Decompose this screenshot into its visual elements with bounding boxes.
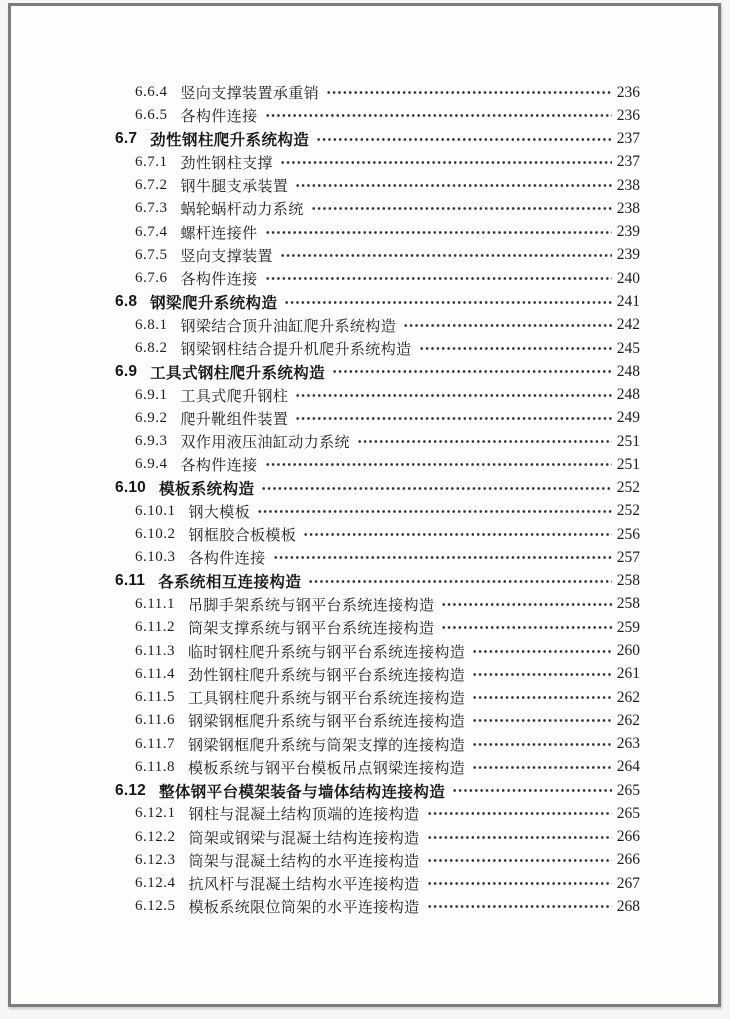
toc-entry-number: 6.11.4 <box>135 665 175 682</box>
toc-entry-page: 237 <box>616 153 640 171</box>
toc-entry <box>11 430 718 453</box>
toc-entry-number: 6.10.1 <box>135 502 176 519</box>
dot-leader <box>472 760 612 775</box>
dot-leader <box>452 783 612 798</box>
toc-entry <box>11 709 718 732</box>
toc-entry <box>11 616 718 639</box>
toc-entry-page: 245 <box>616 339 640 357</box>
toc-entry-page: 268 <box>616 897 640 915</box>
toc-entry <box>11 500 718 523</box>
toc-entry-title: 临时钢柱爬升系统与钢平台系统连接构造 <box>187 644 466 661</box>
toc-entry-number: 6.11.3 <box>135 642 175 659</box>
toc-entry-number: 6.9.4 <box>135 456 168 473</box>
toc-entry-page: 242 <box>616 316 640 334</box>
toc-entry <box>11 593 718 616</box>
toc-entry-number: 6.7.4 <box>135 223 168 240</box>
dot-leader <box>295 388 611 403</box>
toc-entry-page: 266 <box>616 851 640 869</box>
toc-entry <box>11 221 718 244</box>
toc-entry-title: 竖向支撑装置承重销 <box>180 86 320 103</box>
toc-entry-number: 6.12.4 <box>135 875 176 892</box>
toc-entry <box>11 663 718 686</box>
toc-entry <box>11 826 718 849</box>
toc-entry <box>11 639 718 662</box>
toc-entry-title: 爬升靴组件装置 <box>180 411 289 428</box>
dot-leader <box>427 853 612 868</box>
toc-entry <box>11 453 718 476</box>
toc-entry <box>11 383 718 406</box>
toc-entry-number: 6.9.3 <box>135 433 168 450</box>
dot-leader <box>284 295 611 310</box>
toc-entry-page: 263 <box>616 735 640 753</box>
toc-entry-number: 6.8 <box>115 293 138 311</box>
toc-entry-page: 257 <box>616 548 640 566</box>
toc-entry-title: 劲性钢柱爬升系统与钢平台系统连接构造 <box>187 667 466 684</box>
toc-entry-title: 钢大模板 <box>188 504 251 521</box>
scanned-book-page <box>8 3 721 1007</box>
dot-leader <box>311 201 612 216</box>
toc-entry-number: 6.7.6 <box>135 270 168 287</box>
toc-entry <box>11 197 718 220</box>
toc-entry-number: 6.7 <box>115 130 138 148</box>
toc-entry-title: 竖向支撑装置 <box>180 248 273 265</box>
dot-leader <box>303 527 611 542</box>
dot-leader <box>427 830 612 845</box>
toc-entry <box>11 895 718 918</box>
toc-entry-page: 266 <box>616 828 640 846</box>
dot-leader <box>280 248 612 263</box>
dot-leader <box>427 806 612 821</box>
toc-entry-page: 265 <box>616 804 640 822</box>
dot-leader <box>472 737 612 752</box>
dot-leader <box>257 504 612 519</box>
dot-leader <box>427 899 612 914</box>
toc-entry-title: 吊脚手架系统与钢平台系统连接构造 <box>187 597 435 614</box>
dot-leader <box>280 155 612 170</box>
dot-leader <box>332 364 612 379</box>
toc-entry-number: 6.8.1 <box>135 316 168 333</box>
toc-entry-number: 6.8.2 <box>135 340 168 357</box>
dot-leader <box>472 690 612 705</box>
toc-entry-title: 各构件连接 <box>180 272 258 289</box>
toc-entry-number: 6.11.1 <box>135 595 175 612</box>
toc-entry-page: 262 <box>616 688 640 706</box>
toc-entry-number: 6.6.4 <box>135 84 168 101</box>
toc-entry-page: 251 <box>616 432 640 450</box>
dot-leader <box>273 550 612 565</box>
toc-entry-page: 258 <box>616 572 640 590</box>
toc-entry <box>11 779 718 802</box>
toc-entry <box>11 244 718 267</box>
toc-entry-title: 筒架与混凝土结构的水平连接构造 <box>188 853 420 870</box>
toc-entry-title: 钢牛腿支承装置 <box>180 179 289 196</box>
toc-entry <box>11 407 718 430</box>
toc-entry-number: 6.7.1 <box>135 153 168 170</box>
toc-entry-page: 264 <box>616 758 640 776</box>
toc-entry-title: 筒架或钢梁与混凝土结构连接构造 <box>188 830 420 847</box>
toc-entry-page: 265 <box>616 781 640 799</box>
toc-entry-title: 螺杆连接件 <box>180 225 258 242</box>
toc-entry-page: 249 <box>616 409 640 427</box>
toc-entry-title: 各构件连接 <box>188 551 266 568</box>
toc-entry-title: 各构件连接 <box>180 109 258 126</box>
toc-entry <box>11 360 718 383</box>
toc-entry-page: 262 <box>616 711 640 729</box>
toc-entry-title: 钢梁钢框爬升系统与钢平台系统连接构造 <box>187 714 466 731</box>
toc-entry-title: 抗风杆与混凝土结构水平连接构造 <box>188 877 420 894</box>
toc-entry-number: 6.7.5 <box>135 246 168 263</box>
toc-entry-page: 258 <box>616 595 640 613</box>
dot-leader <box>472 644 612 659</box>
toc-entry-title: 模板系统限位筒架的水平连接构造 <box>188 900 420 917</box>
toc-entry-title: 钢梁钢框爬升系统与筒架支撑的连接构造 <box>187 737 466 754</box>
toc-entry-title: 工具式爬升钢柱 <box>180 388 289 405</box>
toc-entry-number: 6.11.6 <box>135 712 175 729</box>
toc-entry <box>11 523 718 546</box>
toc-entry-title: 蜗轮蜗杆动力系统 <box>180 202 304 219</box>
toc-entry-title: 筒架支撑系统与钢平台系统连接构造 <box>187 621 435 638</box>
toc-entry-page: 238 <box>616 176 640 194</box>
toc-entry-page: 251 <box>616 455 640 473</box>
toc-entry-title: 工具钢柱爬升系统与钢平台系统连接构造 <box>187 691 466 708</box>
toc-entry <box>11 174 718 197</box>
toc-entry-number: 6.7.2 <box>135 177 168 194</box>
toc-entry-page: 259 <box>616 618 640 636</box>
dot-leader <box>472 667 612 682</box>
toc-entry-number: 6.6.5 <box>135 107 168 124</box>
toc-entry <box>11 151 718 174</box>
toc-entry <box>11 546 718 569</box>
toc-entry-page: 248 <box>616 362 640 380</box>
dot-leader <box>265 457 612 472</box>
dot-leader <box>265 225 612 240</box>
dot-leader <box>357 434 612 449</box>
toc-entry-page: 261 <box>616 665 640 683</box>
dot-leader <box>316 132 612 147</box>
toc-entry-title: 钢柱与混凝土结构顶端的连接构造 <box>188 807 420 824</box>
toc-entry-page: 252 <box>616 502 640 520</box>
toc-entry-page: 239 <box>616 223 640 241</box>
dot-leader <box>419 341 612 356</box>
toc-entry <box>11 802 718 825</box>
toc-entry-title: 钢梁结合顶升油缸爬升系统构造 <box>180 318 397 335</box>
toc-entry <box>11 686 718 709</box>
dot-leader <box>427 876 612 891</box>
toc-entry-page: 239 <box>616 246 640 264</box>
toc-entry-number: 6.11.5 <box>135 689 175 706</box>
dot-leader <box>441 620 611 635</box>
toc-entry-page: 248 <box>616 386 640 404</box>
toc-entry-number: 6.10.3 <box>135 549 176 566</box>
toc-entry-title: 模板系统与钢平台模板吊点钢梁连接构造 <box>187 760 466 777</box>
dot-leader <box>472 713 612 728</box>
toc-entry-title: 工具式钢柱爬升系统构造 <box>150 364 326 382</box>
toc-entry-title: 整体钢平台模架装备与墙体结构连接构造 <box>158 783 446 801</box>
toc-entry-number: 6.12.2 <box>135 828 176 845</box>
toc-entry-title: 双作用液压油缸动力系统 <box>180 435 350 452</box>
toc-entry-page: 267 <box>616 874 640 892</box>
toc-entry-number: 6.10.2 <box>135 526 176 543</box>
toc-entry-page: 241 <box>616 293 640 311</box>
toc-entry <box>11 477 718 500</box>
dot-leader <box>441 597 611 612</box>
toc-entry-title: 钢框胶合板模板 <box>188 528 297 545</box>
toc-entry-number: 6.11.8 <box>135 758 175 775</box>
toc-entry-number: 6.10 <box>115 479 146 497</box>
dot-leader <box>326 85 612 100</box>
toc-entry-title: 各构件连接 <box>180 458 258 475</box>
toc-entry-page: 236 <box>616 83 640 101</box>
toc-entry <box>11 314 718 337</box>
toc-entry-number: 6.12.5 <box>135 898 176 915</box>
toc-entry <box>11 267 718 290</box>
dot-leader <box>403 318 612 333</box>
dot-leader <box>261 481 611 496</box>
toc-entry-number: 6.12.1 <box>135 805 176 822</box>
toc-entry-title: 钢梁钢柱结合提升机爬升系统构造 <box>180 342 412 359</box>
toc-entry <box>11 872 718 895</box>
dot-leader <box>295 411 611 426</box>
toc-entry <box>11 290 718 313</box>
toc-entry-number: 6.12.3 <box>135 851 176 868</box>
toc-entry <box>11 849 718 872</box>
toc-entry <box>11 337 718 360</box>
toc-entry <box>11 570 718 593</box>
toc-entry-page: 236 <box>616 106 640 124</box>
dot-leader <box>265 108 612 123</box>
toc-entry-number: 6.11 <box>115 572 146 590</box>
toc-entry-number: 6.9.1 <box>135 386 168 403</box>
toc-entry-number: 6.7.3 <box>135 200 168 217</box>
toc-entry-title: 钢梁爬升系统构造 <box>150 295 278 313</box>
toc-entry-number: 6.9.2 <box>135 409 168 426</box>
toc-entry-title: 模板系统构造 <box>158 481 255 499</box>
toc-entry <box>11 104 718 127</box>
toc-entry-page: 240 <box>616 269 640 287</box>
toc-entry-number: 6.12 <box>115 781 146 799</box>
toc-entry-number: 6.11.2 <box>135 619 175 636</box>
toc-entry <box>11 128 718 151</box>
toc-entry-title: 劲性钢柱支撑 <box>180 155 273 172</box>
dot-leader <box>265 271 612 286</box>
toc-entry-page: 256 <box>616 525 640 543</box>
toc-entry-page: 237 <box>616 130 640 148</box>
toc-entry-number: 6.11.7 <box>135 735 175 752</box>
toc-entry-page: 260 <box>616 642 640 659</box>
toc-entry <box>11 81 718 104</box>
toc-entry <box>11 756 718 779</box>
toc-entry-page: 238 <box>616 199 640 217</box>
toc-list <box>11 81 718 919</box>
toc-entry <box>11 732 718 755</box>
toc-entry-title: 各系统相互连接构造 <box>158 574 302 592</box>
dot-leader <box>295 178 611 193</box>
toc-entry-page: 252 <box>616 479 640 497</box>
toc-entry-number: 6.9 <box>115 362 138 380</box>
toc-entry-title: 劲性钢柱爬升系统构造 <box>150 132 310 150</box>
dot-leader <box>308 574 612 589</box>
